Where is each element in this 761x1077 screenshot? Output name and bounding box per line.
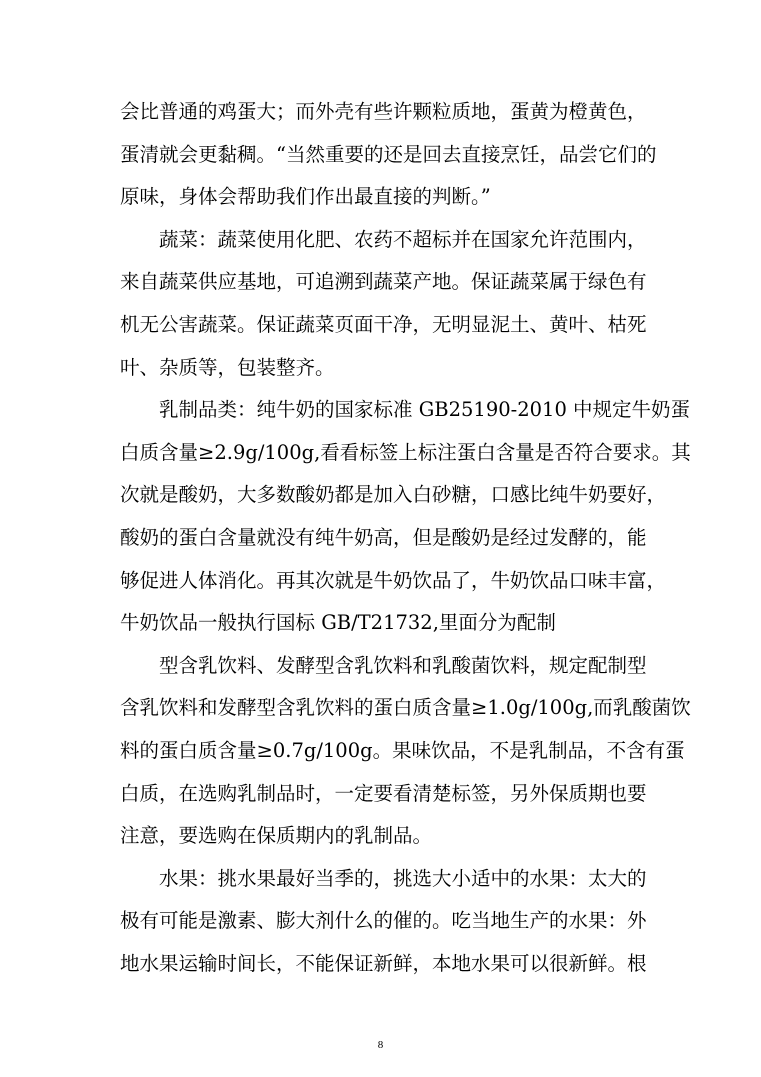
text-line: 白质，在选购乳制品时，一定要看清楚标签，另外保质期也要	[120, 781, 647, 805]
text-line: 机无公害蔬菜。保证蔬菜页面干净，无明显泥土、黄叶、枯死	[120, 312, 647, 336]
text-line: 水果：挑水果最好当季的，挑选大小适中的水果：太大的	[159, 866, 647, 890]
text-line: 地水果运输时间长，不能保证新鲜，本地水果可以很新鲜。根	[120, 951, 647, 975]
document-body	[120, 91, 691, 985]
text-line: 料的蛋白质含量≥0.7g/100g。果味饮品，不是乳制品，不含有蛋	[120, 738, 685, 762]
text-line: 来自蔬菜供应基地，可追溯到蔬菜产地。保证蔬菜属于绿色有	[120, 270, 647, 294]
text-line: 次就是酸奶，大多数酸奶都是加入白砂糖，口感比纯牛奶要好，	[120, 483, 667, 507]
text-line: 含乳饮料和发酵型含乳饮料的蛋白质含量≥1.0g/100g,而乳酸菌饮	[120, 696, 691, 720]
page-number: 8	[377, 1039, 384, 1051]
text-line: 会比普通的鸡蛋大；而外壳有些许颗粒质地，蛋黄为橙黄色，	[120, 100, 647, 123]
text-line: 牛奶饮品一般执行国标 GB/T21732,里面分为配制	[120, 611, 556, 635]
text-line: 原味，身体会帮助我们作出最直接的判断。”	[120, 185, 491, 209]
text-line: 注意，要选购在保质期内的乳制品。	[120, 824, 433, 848]
text-line: 白质含量≥2.9g/100g,看看标签上标注蛋白含量是否符合要求。其	[120, 440, 691, 464]
text-line: 酸奶的蛋白含量就没有纯牛奶高，但是酸奶是经过发酵的，能	[120, 525, 647, 549]
text-line: 乳制品类：纯牛奶的国家标准 GB25190-2010 中规定牛奶蛋	[159, 398, 691, 422]
text-line: 叶、杂质等，包装整齐。	[120, 355, 335, 379]
text-line: 极有可能是激素、膨大剂什么的催的。吃当地生产的水果：外	[120, 909, 647, 933]
text-line: 蔬菜：蔬菜使用化肥、农药不超标并在国家允许范围内，	[159, 227, 647, 251]
text-line: 够促进人体消化。再其次就是牛奶饮品了，牛奶饮品口味丰富，	[120, 568, 667, 592]
text-line: 型含乳饮料、发酵型含乳饮料和乳酸菌饮料，规定配制型	[159, 653, 647, 677]
text-line: 蛋清就会更黏稠。“当然重要的还是回去直接烹饪，品尝它们的	[120, 142, 657, 166]
